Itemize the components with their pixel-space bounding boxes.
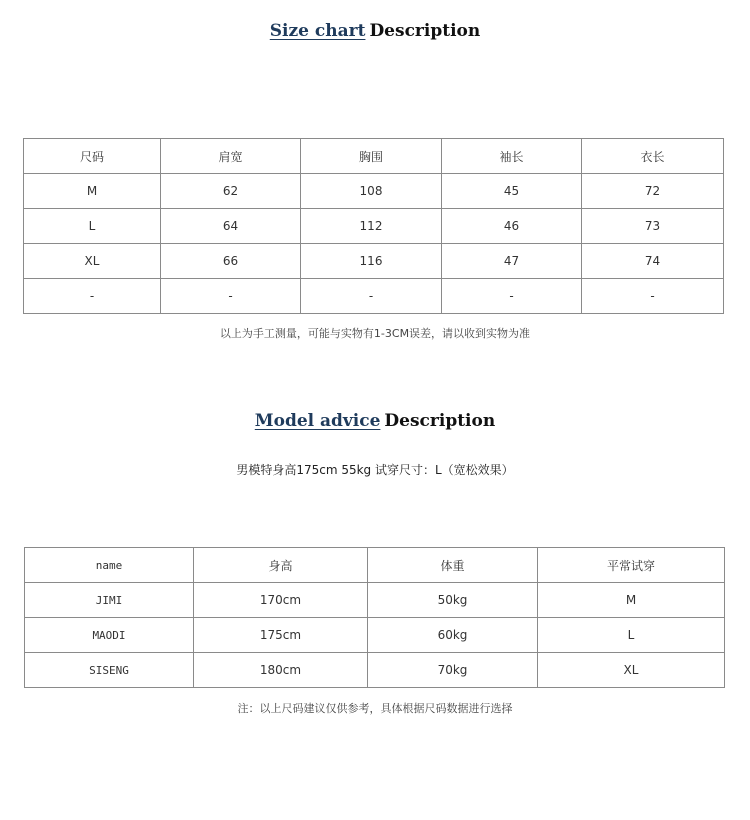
table-cell: - [301,279,442,314]
size-chart-header-cell: 肩宽 [161,139,301,174]
table-row [25,618,725,653]
table-cell: 50kg [368,583,538,618]
model-advice-heading [0,411,750,431]
table-cell: 116 [301,244,442,279]
model-advice-table [24,547,725,688]
table-row [25,583,725,618]
table-cell: 64 [161,209,301,244]
model-advice-title-rest: Description [384,411,496,431]
model-advice-header-cell: 体重 [368,548,538,583]
table-cell: M [24,174,161,209]
model-advice-header-cell: 平常试穿 [538,548,725,583]
size-chart-title-rest: Description [369,21,481,41]
table-cell: M [538,583,725,618]
size-chart-header-cell: 胸围 [301,139,442,174]
size-chart-table [23,138,724,314]
table-row [24,244,724,279]
table-cell: JIMI [25,583,194,618]
table-cell: 62 [161,174,301,209]
table-cell: 45 [442,174,582,209]
table-cell: 170cm [194,583,368,618]
table-cell: - [582,279,724,314]
model-advice-header-row [25,548,725,583]
table-cell: 108 [301,174,442,209]
table-cell: - [24,279,161,314]
table-cell: 112 [301,209,442,244]
table-cell: 73 [582,209,724,244]
table-cell: 46 [442,209,582,244]
table-cell: XL [538,653,725,688]
table-cell: 72 [582,174,724,209]
size-chart-title-accent: Size chart [269,21,366,41]
model-advice-header-cell: 身高 [194,548,368,583]
model-advice-header-cell: name [25,548,194,583]
table-row [24,209,724,244]
model-advice-note: 注：以上尺码建议仅供参考，具体根据尺码数据进行选择 [237,702,513,715]
table-row [24,279,724,314]
size-chart-header-cell: 衣长 [582,139,724,174]
size-chart-heading [0,21,750,41]
table-cell: MAODI [25,618,194,653]
table-cell: 60kg [368,618,538,653]
size-chart-header-cell: 袖长 [442,139,582,174]
table-cell: XL [24,244,161,279]
table-row [24,174,724,209]
table-cell: 175cm [194,618,368,653]
table-cell: 180cm [194,653,368,688]
model-advice-title-accent: Model advice [254,411,381,431]
table-cell: 47 [442,244,582,279]
size-chart-header-cell: 尺码 [24,139,161,174]
table-cell: 70kg [368,653,538,688]
table-cell: - [442,279,582,314]
size-chart-header-row [24,139,724,174]
table-cell: - [161,279,301,314]
table-row [25,653,725,688]
table-cell: 74 [582,244,724,279]
table-cell: L [24,209,161,244]
table-cell: SISENG [25,653,194,688]
table-cell: 66 [161,244,301,279]
table-cell: L [538,618,725,653]
model-advice-subtitle: 男模特身高175cm 55kg 试穿尺寸：L（宽松效果） [236,463,514,477]
size-chart-note: 以上为手工测量，可能与实物有1-3CM误差，请以收到实物为准 [219,327,531,340]
